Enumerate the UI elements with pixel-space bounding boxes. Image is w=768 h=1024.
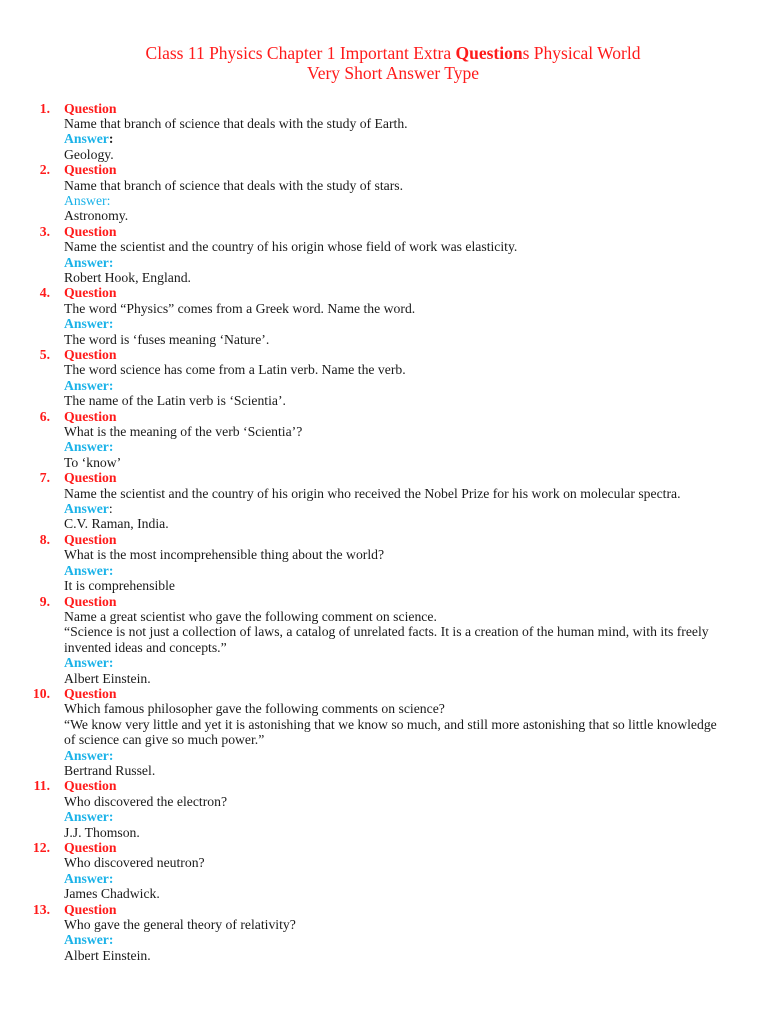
list-item-11 [0,778,768,840]
question-label: Question [64,347,117,362]
answer-label-colon: : [108,501,113,517]
title-bold-word: Question [455,43,523,63]
question-list [0,101,768,964]
answer-text: To ‘know’ [64,454,122,470]
question-text: The word “Physics” comes from a Greek word. Name the word. [64,300,416,316]
answer-label: Answer: [64,316,114,332]
question-text: Which famous philosopher gave the following comments on science? [64,701,445,717]
item-number: 13. [32,901,50,917]
page-subtitle: Very Short Answer Type [307,63,479,83]
question-text: What is the meaning of the verb ‘Scientia’? [64,424,303,440]
item-number: 6. [39,408,50,424]
question-text: The word science has come from a Latin verb. Name the verb. [64,362,406,378]
question-label: Question [64,408,117,424]
question-text: Name that branch of science that deals with the study of stars. [64,177,404,193]
item-number: 4. [39,285,50,301]
answer-label: Answer: [64,192,111,208]
answer-text: Geology. [64,146,114,162]
answer-label: Answer: [64,655,114,671]
answer-label: Answer: [64,377,114,393]
list-item-13 [0,902,768,964]
answer-text: James Chadwick. [64,886,160,902]
title-line [0,43,768,63]
question-label: Question [64,778,117,794]
item-number: 2. [39,162,50,178]
question-label: Question [64,162,117,178]
answer-text: Robert Hook, England. [64,269,191,285]
answer-label: Answer: [64,932,114,948]
question-text: Who discovered the electron? [64,793,228,809]
answer-label [64,501,768,516]
question-label: Question [64,531,117,547]
question-label: Question [64,840,117,855]
answer-text: It is comprehensible [64,578,175,594]
list-item-12 [0,840,768,902]
question-label: Question [64,285,117,301]
list-item-3 [0,224,768,286]
list-item-6 [0,409,768,471]
item-number: 12. [32,840,50,855]
answer-label-text: Answer [64,501,109,517]
item-number: 9. [39,593,50,609]
item-number: 1. [39,100,50,116]
answer-text: The name of the Latin verb is ‘Scientia’. [64,393,286,409]
answer-label: Answer: [64,870,114,886]
answer-label: Answer: [64,562,114,578]
answer-text: J.J. Thomson. [64,824,140,840]
item-number: 8. [39,531,50,547]
question-text: Name the scientist and the country of his origin who received the Nobel Prize for his work on molecular spectra. [64,485,681,501]
item-number: 5. [39,347,50,362]
question-text: Name a great scientist who gave the following comment on science. [64,608,437,624]
title-text-2: s Physical World [522,43,641,63]
question-text: Name that branch of science that deals with the study of Earth. [64,115,408,131]
answer-label: Answer: [64,809,114,825]
question-text: What is the most incomprehensible thing about the world? [64,547,385,563]
page-title [0,43,768,83]
question-label: Question [64,100,117,116]
title-text-1: Class 11 Physics Chapter 1 Important Extra [145,43,456,63]
item-number: 7. [39,470,50,486]
answer-text: The word is ‘fuses meaning ‘Nature’. [64,331,270,347]
question-label: Question [64,593,117,609]
question-text: Who gave the general theory of relativity? [64,917,296,933]
list-item-8 [0,532,768,594]
answer-label [64,131,768,146]
question-text: Name the scientist and the country of his origin whose field of work was elasticity. [64,239,518,255]
list-item-4 [0,285,768,347]
list-item-1 [0,101,768,163]
question-quote: “Science is not just a collection of laws, a catalog of unrelated facts. It is a creation of the human mind, with its freely invented ideas and concepts.” [64,624,709,655]
item-number: 10. [32,685,50,701]
question-label: Question [64,223,117,239]
list-item-10 [0,686,768,778]
list-item-9 [0,594,768,686]
question-text: Who discovered neutron? [64,855,205,871]
question-label: Question [64,470,117,486]
question-label: Question [64,901,117,917]
question-quote: “We know very little and yet it is astonishing that we know so much, and still more astonishing that so little knowledge of science can give so much power.” [64,716,717,748]
item-number: 11. [33,778,50,794]
answer-text: C.V. Raman, India. [64,516,169,532]
item-number: 3. [39,223,50,239]
answer-text: Bertrand Russel. [64,762,156,778]
list-item-2 [0,162,768,224]
list-item-5 [0,347,768,409]
answer-text: Albert Einstein. [64,947,151,963]
answer-text: Astronomy. [64,208,129,224]
list-item-7 [0,470,768,532]
answer-label-text: Answer [64,131,109,147]
answer-label: Answer: [64,254,114,270]
answer-label-colon: : [108,131,114,147]
answer-text: Albert Einstein. [64,670,151,686]
question-label: Question [64,685,117,701]
answer-label: Answer: [64,747,114,763]
answer-label: Answer: [64,439,114,455]
